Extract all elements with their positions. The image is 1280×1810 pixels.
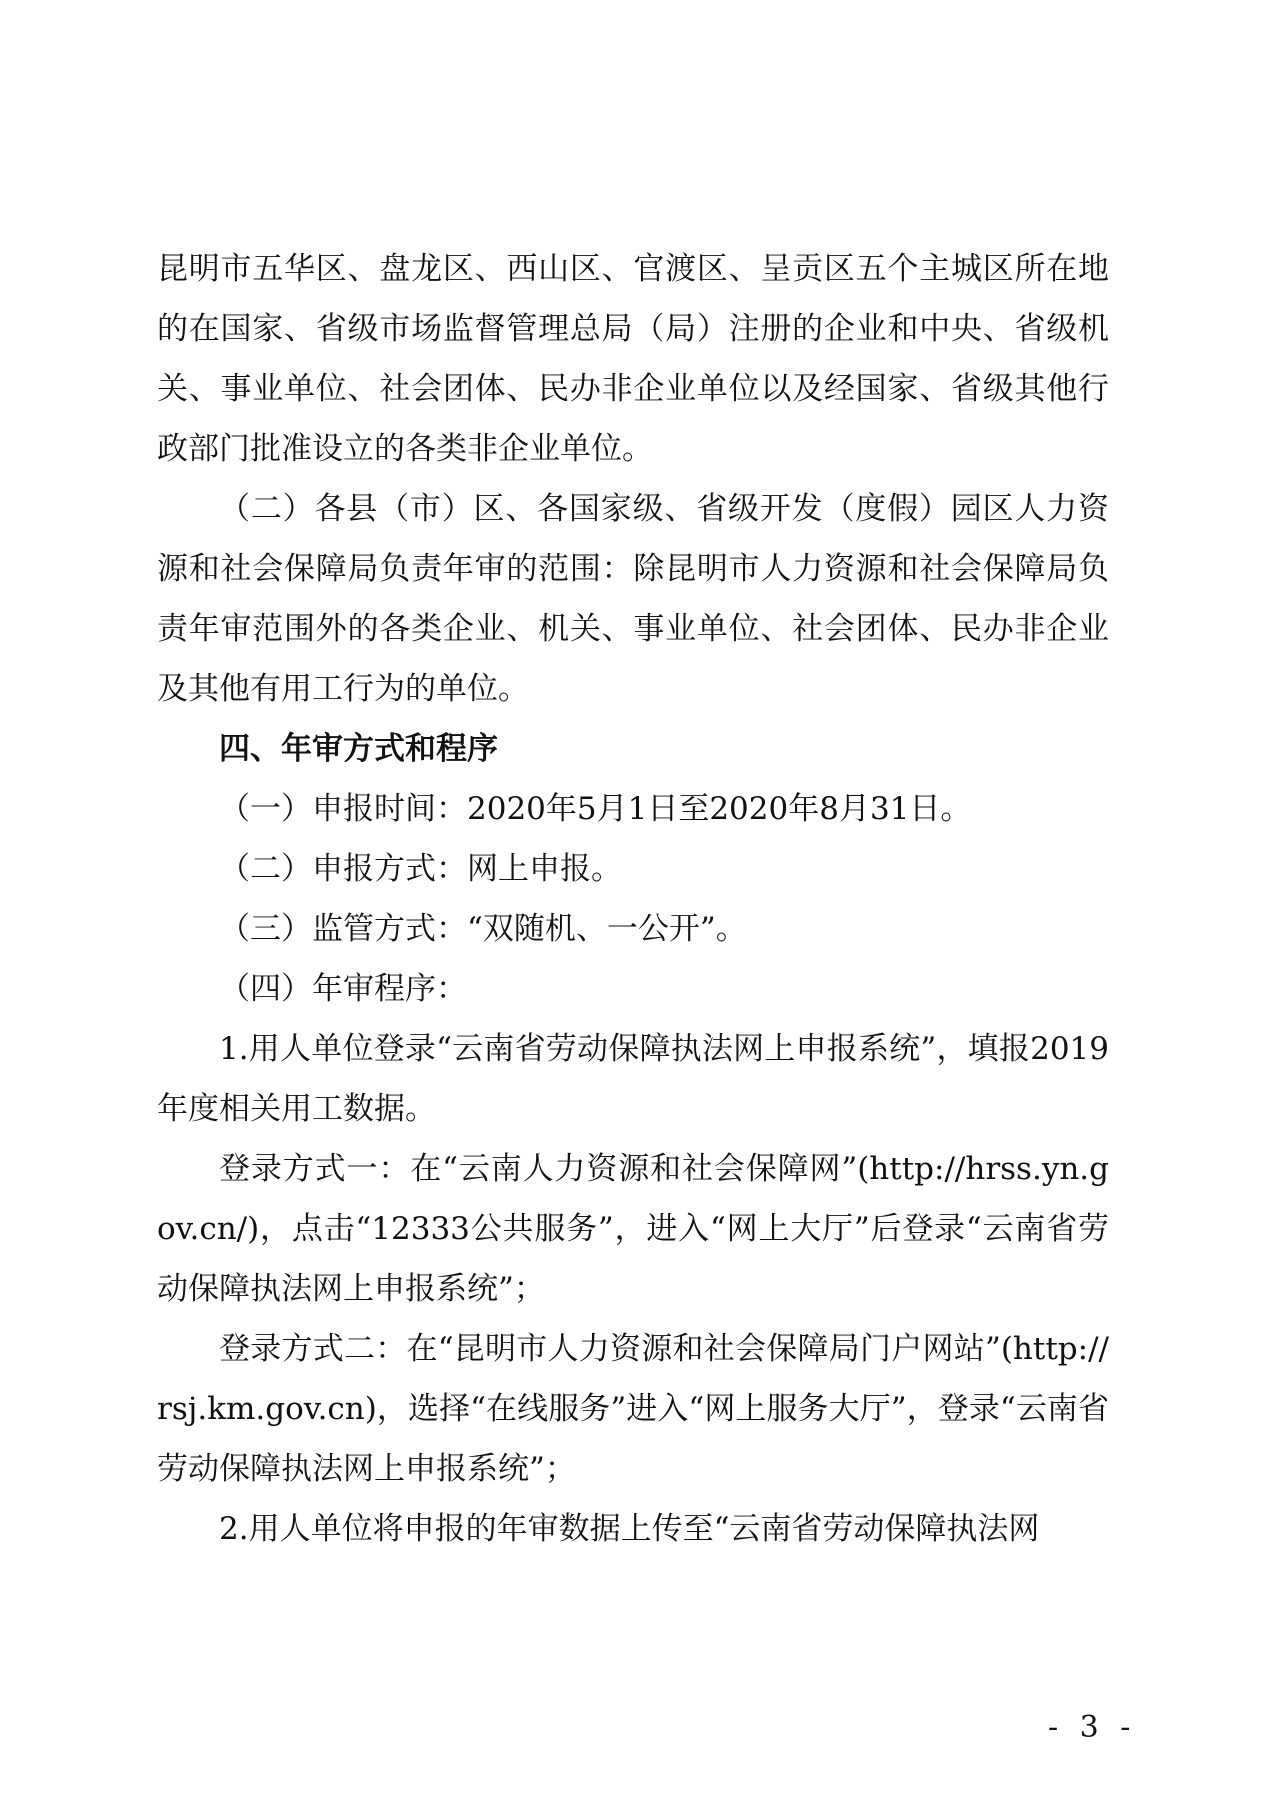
section-heading-four: 四、年审方式和程序	[219, 731, 498, 767]
paragraph-step-one: 1.用人单位登录“云南省劳动保障执法网上申报系统”，填报2019年度相关用工数据。	[157, 1031, 1109, 1127]
document-body	[157, 239, 1109, 1559]
paragraph-login-method-two: 登录方式二：在“昆明市人力资源和社会保障局门户网站”(http://rsj.km.gov.cn)，选择“在线服务”进入“网上服务大厅”，登录“云南省劳动保障执法网上申报系统”；	[157, 1331, 1109, 1487]
paragraph-audit-procedure: （四）年审程序：	[219, 971, 467, 1007]
paragraph-login-method-one: 登录方式一：在“云南人力资源和社会保障网”(http://hrss.yn.gov.cn/)，点击“12333公共服务”，进入“网上大厅”后登录“云南省劳动保障执法网上申报系统”；	[157, 1151, 1109, 1307]
paragraph-step-two: 2.用人单位将申报的年审数据上传至“云南省劳动保障执法网	[219, 1511, 1040, 1547]
paragraph-county-scope: （二）各县（市）区、各国家级、省级开发（度假）园区人力资源和社会保障局负责年审的范围：除昆明市人力资源和社会保障局负责年审范围外的各类企业、机关、事业单位、社会团体、民办非企业及其他有用工行为的单位。	[157, 491, 1109, 707]
page-number: - 3 -	[1048, 1710, 1137, 1745]
paragraph-report-method: （二）申报方式：网上申报。	[219, 851, 622, 887]
paragraph-supervision-method: （三）监管方式：“双随机、一公开”。	[219, 911, 747, 947]
paragraph-report-time: （一）申报时间：2020年5月1日至2020年8月31日。	[219, 791, 972, 827]
paragraph-continuation-scope: 昆明市五华区、盘龙区、西山区、官渡区、呈贡区五个主城区所在地的在国家、省级市场监督管理总局（局）注册的企业和中央、省级机关、事业单位、社会团体、民办非企业单位以及经国家、省级其他行政部门批准设立的各类非企业单位。	[157, 251, 1109, 467]
